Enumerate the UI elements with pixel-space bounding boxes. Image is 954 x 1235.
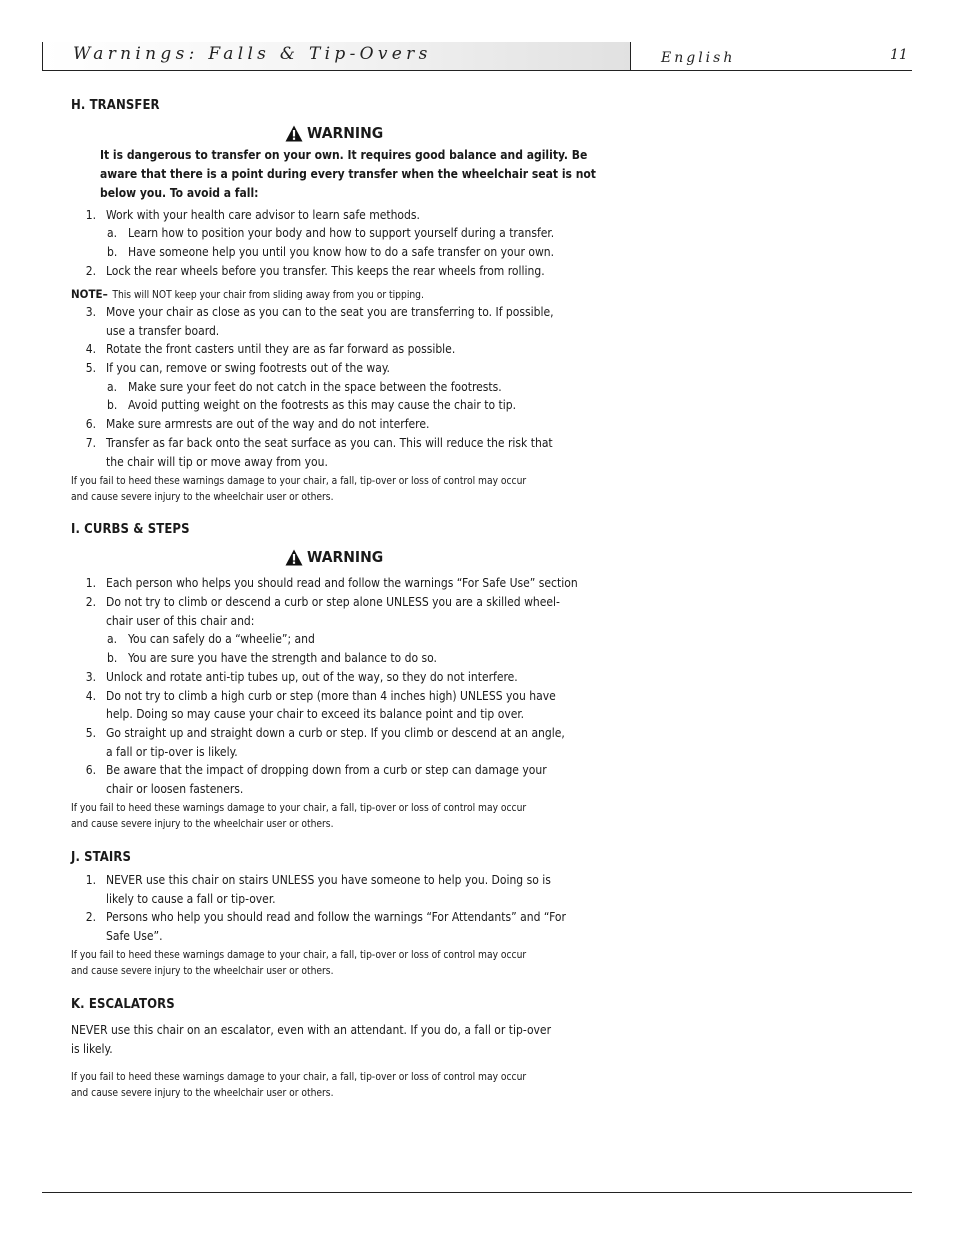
list-text: Have someone help you until you know how to do a safe transfer on your own. [128,245,555,259]
warning-line: It is dangerous to transfer on your own. It requires good balance and agility. Be [100,148,588,162]
list-text: Avoid putting weight on the footrests as this may cause the chair to tip. [128,398,517,412]
list-letter: a. [107,380,118,394]
note [71,283,424,302]
section-heading-transfer: H. TRANSFER [71,98,160,113]
list-subitem [107,396,517,414]
warning-line: below you. To avoid a fall: [100,186,259,200]
list-text-continued: a fall or tip-over is likely. [106,745,238,759]
list-text-continued: likely to cause a fall or tip-over. [106,892,276,906]
list-subitem [107,243,555,261]
list-text-continued: Safe Use”. [106,929,163,943]
disclaimer [71,474,526,506]
disclaimer-line: and cause severe injury to the wheelchair user or others. [71,492,334,503]
list-text: Unlock and rotate anti-tip tubes up, out of the way, so they do not interfere. [106,670,518,684]
list-number: 1. [85,576,96,590]
list-subitem [107,649,437,667]
section-heading-escalators: K. ESCALATORS [71,997,175,1012]
list-number: 4. [85,342,96,356]
disclaimer-line: and cause severe injury to the wheelchair user or others. [71,819,334,830]
list-number: 3. [85,305,96,319]
list-text: Each person who helps you should read and follow the warnings “For Safe Use” section [106,576,578,590]
list-number: 1. [85,873,96,887]
list-text: Make sure your feet do not catch in the space between the footrests. [128,380,502,394]
list-text: Work with your health care advisor to learn safe methods. [106,208,420,222]
header-divider-left [42,42,43,71]
disclaimer-line: If you fail to heed these warnings damage to your chair, a fall, tip-over or loss of control may occur [71,476,527,487]
list-letter: b. [107,245,118,259]
list-text: You can safely do a “wheelie”; and [128,632,315,646]
paragraph-line: is likely. [71,1042,113,1056]
header-rule [42,70,912,71]
list-text: Be aware that the impact of dropping down from a curb or step can damage your [106,763,547,777]
warning-label: WARNING [307,124,384,142]
escalator-paragraph [71,1021,551,1059]
section-heading-stairs: J. STAIRS [71,850,131,865]
list-number: 6. [85,763,96,777]
list-number: 2. [85,595,96,609]
list-text-continued: help. Doing so may cause your chair to exceed its balance point and tip over. [106,707,525,721]
disclaimer-line: and cause severe injury to the wheelchair user or others. [71,966,334,977]
list-number: 7. [85,436,96,450]
list-letter: a. [107,226,118,240]
disclaimer [71,801,526,833]
paragraph-line: NEVER use this chair on an escalator, even with an attendant. If you do, a fall or tip-over [71,1023,552,1037]
page-number: 11 [890,47,908,63]
list-text: If you can, remove or swing footrests out of the way. [106,361,390,375]
list-text: Persons who help you should read and follow the warnings “For Attendants” and “For [106,910,566,924]
list-text: Learn how to position your body and how to support yourself during a transfer. [128,226,555,240]
section-heading-curbs: I. CURBS & STEPS [71,522,190,537]
warning-triangle-icon [285,549,303,566]
list-subitem [107,630,315,648]
note-label: NOTE– [71,287,108,301]
list-number: 3. [85,670,96,684]
list-letter: b. [107,398,118,412]
header-divider-mid [630,42,631,71]
disclaimer-line: and cause severe injury to the wheelchair user or others. [71,1088,334,1099]
list-text: Do not try to climb a high curb or step (more than 4 inches high) UNLESS you have [106,689,556,703]
footer-rule [42,1192,912,1193]
list-number: 2. [85,264,96,278]
list-number: 1. [85,208,96,222]
disclaimer-line: If you fail to heed these warnings damage to your chair, a fall, tip-over or loss of control may occur [71,1072,527,1083]
list-text: Transfer as far back onto the seat surface as you can. This will reduce the risk that [106,436,553,450]
list-text: Rotate the front casters until they are as far forward as possible. [106,342,456,356]
list-text: You are sure you have the strength and balance to do so. [128,651,437,665]
list-text: Make sure armrests are out of the way and do not interfere. [106,417,430,431]
list-subitem [107,224,555,242]
list-number: 2. [85,910,96,924]
list-text: Go straight up and straight down a curb or step. If you climb or descend at an angle, [106,726,565,740]
list-text: Do not try to climb or descend a curb or step alone UNLESS you are a skilled wheel- [106,595,560,609]
page-title: Warnings: Falls & Tip-Overs [73,44,432,64]
list-letter: b. [107,651,118,665]
disclaimer [71,948,526,980]
list-subitem [107,378,502,396]
list-text: Lock the rear wheels before you transfer. This keeps the rear wheels from rolling. [106,264,545,278]
list-number: 4. [85,689,96,703]
language-label: English [661,50,736,66]
warning-line: aware that there is a point during every transfer when the wheelchair seat is not [100,167,596,181]
warning-text-transfer [100,146,596,203]
warning-label: WARNING [307,548,384,566]
list-text: NEVER use this chair on stairs UNLESS you have someone to help you. Doing so is [106,873,551,887]
note-text: This will NOT keep your chair from sliding away from you or tipping. [112,290,424,301]
disclaimer-line: If you fail to heed these warnings damage to your chair, a fall, tip-over or loss of control may occur [71,950,527,961]
warning-heading-transfer [285,124,383,142]
list-text-continued: the chair will tip or move away from you. [106,455,328,469]
disclaimer [71,1070,526,1102]
list-number: 5. [85,726,96,740]
list-text-continued: use a transfer board. [106,324,220,338]
warning-heading-curbs [285,548,383,566]
list-letter: a. [107,632,118,646]
list-text-continued: chair or loosen fasteners. [106,782,244,796]
disclaimer-line: If you fail to heed these warnings damage to your chair, a fall, tip-over or loss of control may occur [71,803,527,814]
list-text-continued: chair user of this chair and: [106,614,255,628]
list-text: Move your chair as close as you can to the seat you are transferring to. If possible, [106,305,554,319]
warning-triangle-icon [285,125,303,142]
list-number: 6. [85,417,96,431]
list-number: 5. [85,361,96,375]
